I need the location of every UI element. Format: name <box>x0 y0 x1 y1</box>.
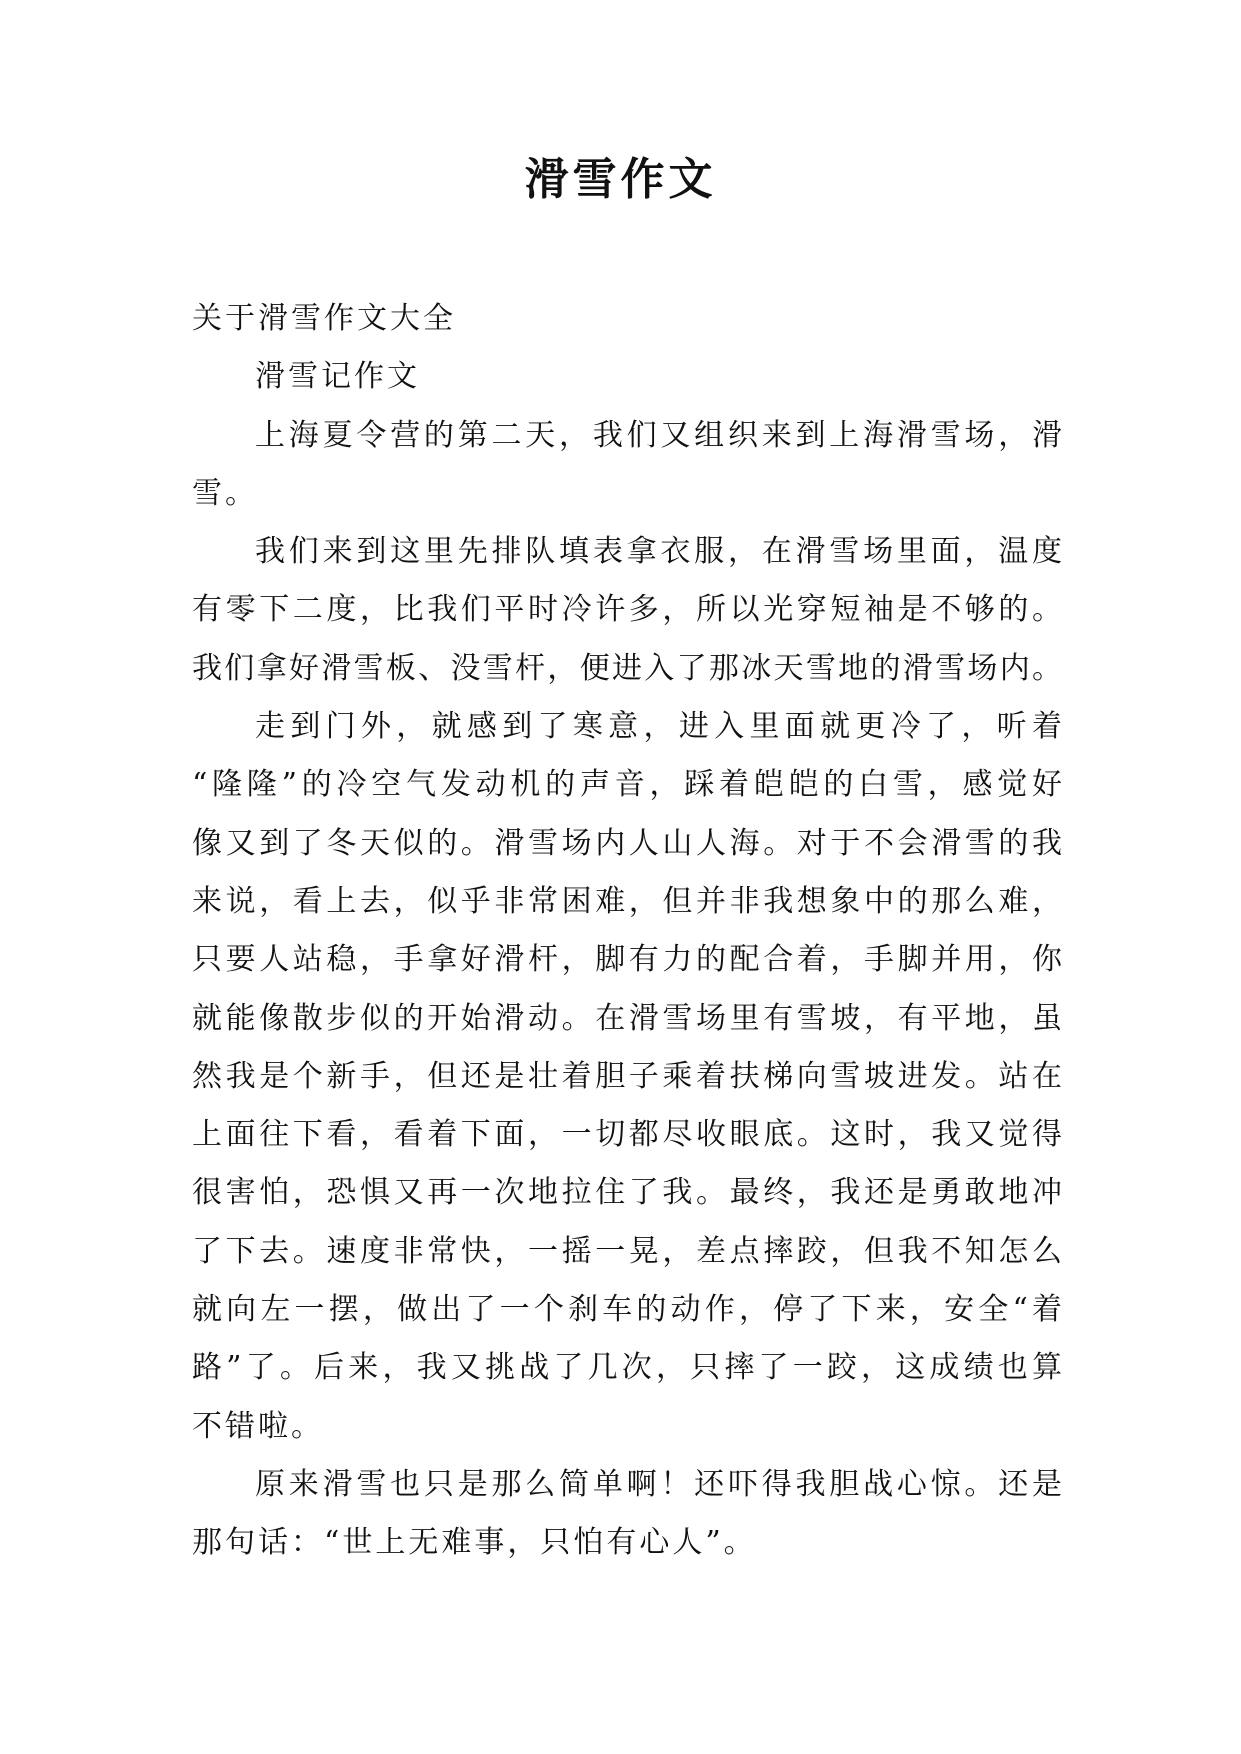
text-line: 上海夏令营的第二天，我们又组织来到上海滑雪场，滑 <box>255 417 1062 453</box>
text-line: 雪。 <box>192 475 258 511</box>
text-line: 那句话：“世上无难事，只怕有心人”。 <box>192 1525 757 1561</box>
text-line: 只要人站稳，手拿好滑杆，脚有力的配合着，手脚并用，你 <box>192 942 1062 978</box>
subtitle-line: 关于滑雪作文大全 <box>192 301 456 336</box>
text-line: 然我是个新手，但还是壮着胆子乘着扶梯向雪坡进发。站在 <box>192 1058 1062 1094</box>
text-line: 了下去。速度非常快，一摇一晃，差点摔跤，但我不知怎么 <box>192 1233 1062 1269</box>
text-line: 走到门外，就感到了寒意，进入里面就更冷了，听着 <box>255 709 1062 745</box>
text-line: 原来滑雪也只是那么简单啊！还吓得我胆战心惊。还是 <box>255 1466 1062 1502</box>
text-line: 路”了。后来，我又挑战了几次，只摔了一跤，这成绩也算 <box>192 1350 1062 1386</box>
text-line: 就向左一摆，做出了一个刹车的动作，停了下来，安全“着 <box>192 1292 1062 1328</box>
text-line: 我们拿好滑雪板、没雪杆，便进入了那冰天雪地的滑雪场内。 <box>192 650 1062 686</box>
page-title: 滑雪作文 <box>524 154 717 205</box>
text-line: “隆隆”的冷空气发动机的声音，踩着皑皑的白雪，感觉好 <box>192 767 1062 803</box>
text-line: 来说，看上去，似乎非常困难，但并非我想象中的那么难， <box>192 883 1062 919</box>
text-line: 有零下二度，比我们平时冷许多，所以光穿短袖是不够的。 <box>192 592 1062 628</box>
text-line: 我们来到这里先排队填表拿衣服，在滑雪场里面，温度 <box>255 534 1062 570</box>
section-heading: 滑雪记作文 <box>255 359 420 395</box>
text-line: 上面往下看，看着下面，一切都尽收眼底。这时，我又觉得 <box>192 1117 1062 1153</box>
text-line: 不错啦。 <box>192 1408 324 1444</box>
document-body <box>192 290 1062 1573</box>
text-line: 像又到了冬天似的。滑雪场内人山人海。对于不会滑雪的我 <box>192 825 1062 861</box>
text-line: 就能像散步似的开始滑动。在滑雪场里有雪坡，有平地，虽 <box>192 1000 1062 1036</box>
text-line: 很害怕，恐惧又再一次地拉住了我。最终，我还是勇敢地冲 <box>192 1175 1062 1211</box>
